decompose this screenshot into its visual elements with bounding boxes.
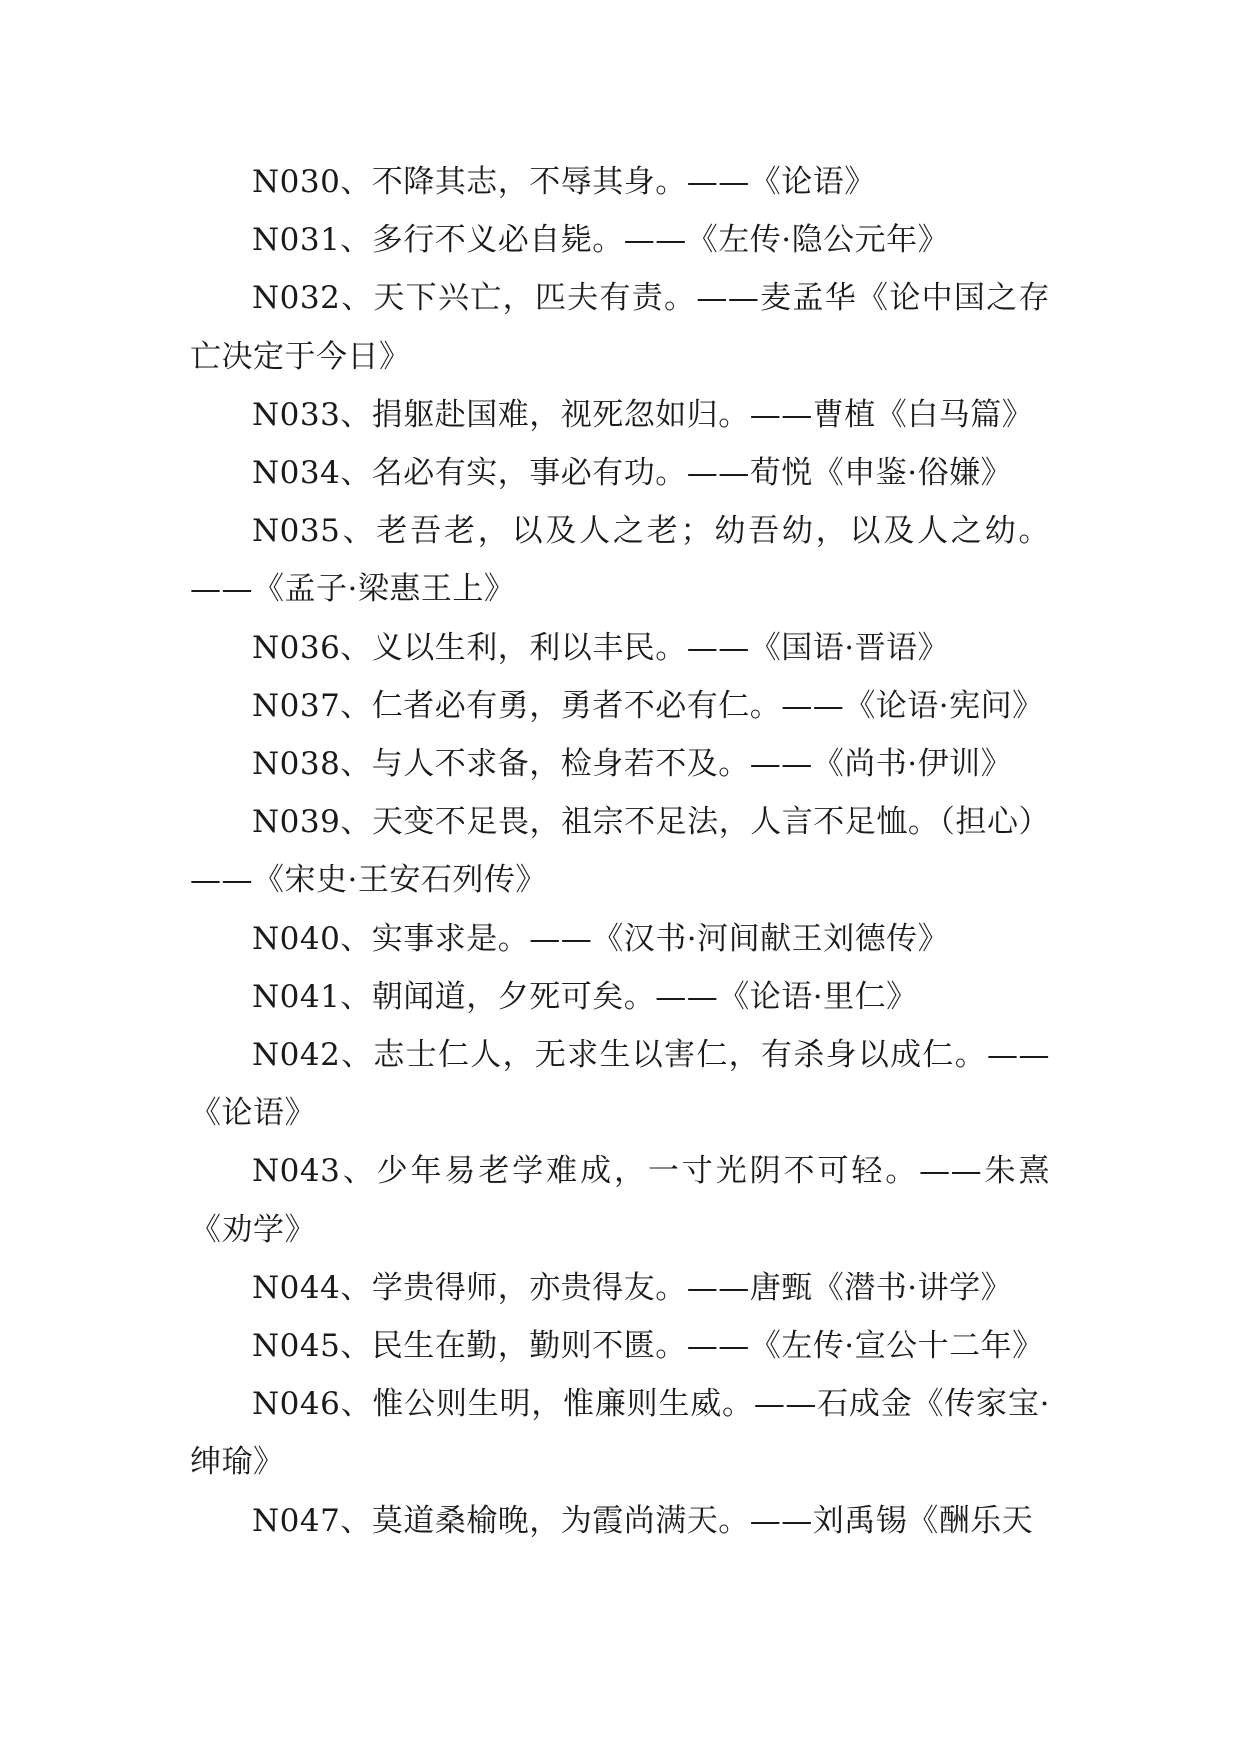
- quote-paragraph: N033、捐躯赴国难，视死忽如归。——曹植《白马篇》: [252, 396, 1034, 433]
- quote-paragraph: N043、少年易老学难成，一寸光阴不可轻。——朱熹《劝学》: [190, 1153, 1050, 1248]
- quote-paragraph: N030、不降其志，不辱其身。——《论语》: [252, 164, 876, 200]
- quote-paragraph: N045、民生在勤，勤则不匮。——《左传·宣公十二年》: [252, 1328, 1044, 1365]
- quote-paragraph: N036、义以生利，利以丰民。——《国语·晋语》: [252, 629, 950, 666]
- quote-paragraph: N035、老吾老，以及人之老；幼吾幼，以及人之幼。——《孟子·梁惠王上》: [190, 513, 1050, 608]
- quote-paragraph: N041、朝闻道，夕死可矣。——《论语·里仁》: [252, 978, 918, 1015]
- quote-paragraph: N044、学贵得师，亦贵得友。——唐甄《潜书·讲学》: [252, 1269, 1013, 1306]
- quote-paragraph: N046、惟公则生明，惟廉则生威。——石成金《传家宝·绅瑜》: [190, 1386, 1050, 1481]
- quote-paragraph: N040、实事求是。——《汉书·河间献王刘德传》: [252, 920, 950, 957]
- quote-paragraph: N039、天变不足畏，祖宗不足法，人言不足恤。（担心）——《宋史·王安石列传》: [190, 804, 1050, 899]
- quote-paragraph: N031、多行不义必自毙。——《左传·隐公元年》: [252, 222, 950, 259]
- quote-paragraph: N042、志士仁人，无求生以害仁，有杀身以成仁。——《论语》: [190, 1037, 1050, 1132]
- quote-paragraph: N037、仁者必有勇，勇者不必有仁。——《论语·宪问》: [252, 687, 1044, 724]
- quote-paragraph: N032、天下兴亡，匹夫有责。——麦孟华《论中国之存亡决定于今日》: [190, 280, 1050, 375]
- quote-paragraph: N038、与人不求备，检身若不及。——《尚书·伊训》: [252, 746, 1013, 783]
- quote-paragraph: N047、莫道桑榆晚，为霞尚满天。——刘禹锡《酬乐天: [252, 1502, 1034, 1539]
- quote-list: [190, 153, 1050, 1550]
- quote-paragraph: N034、名必有实，事必有功。——荀悦《申鉴·俗嫌》: [252, 455, 1013, 492]
